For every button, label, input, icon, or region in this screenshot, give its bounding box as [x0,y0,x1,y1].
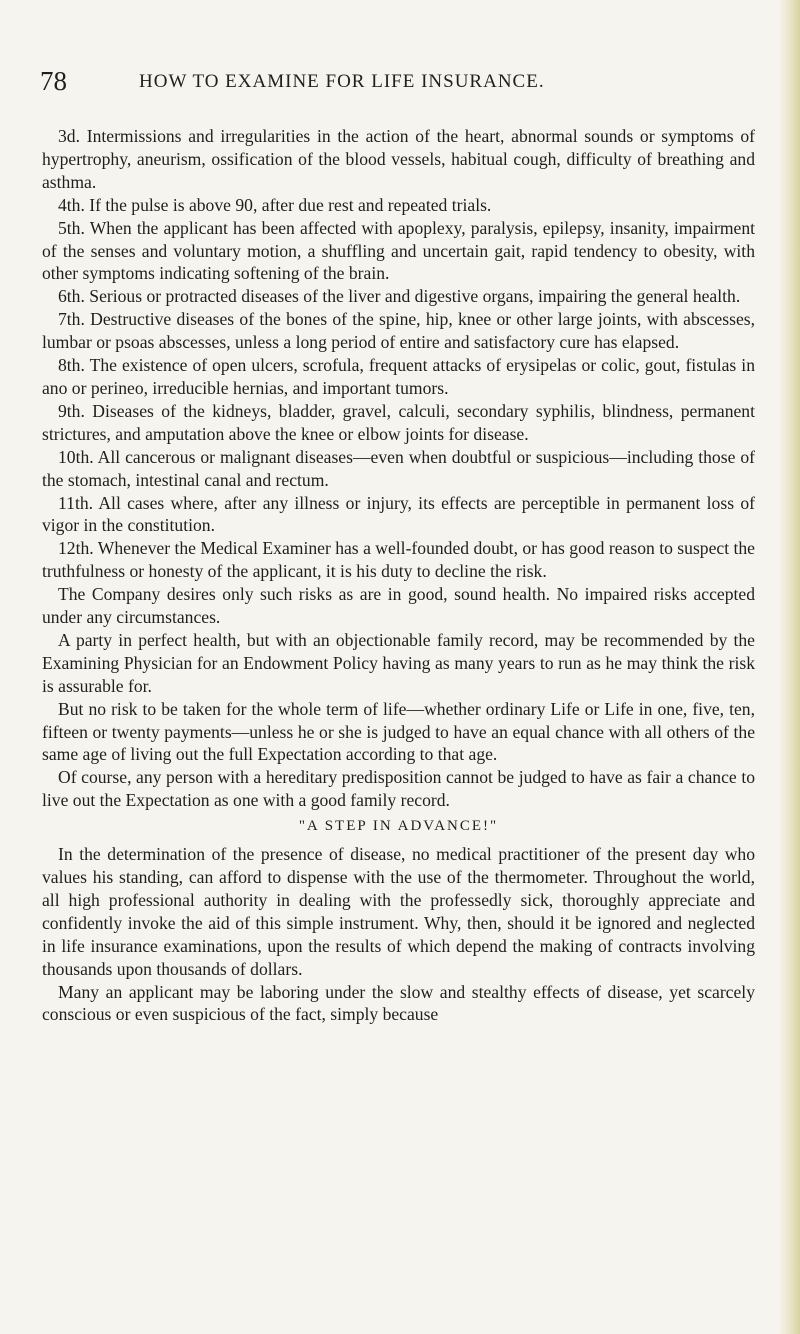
running-title: HOW TO EXAMINE FOR LIFE INSURANCE. [139,71,545,92]
paragraph: The Company desires only such risks as are in good, sound health. No impaired risks accepted under any circumstances. [42,584,755,628]
paragraph: 12th. Whenever the Medical Examiner has a well-founded doubt, or has good reason to suspect the truthfulness or honesty of the applicant, it is his duty to decline the risk. [42,538,755,582]
paragraph: 5th. When the applicant has been affected with apoplexy, paralysis, epilepsy, insanity, impairment of the senses and voluntary motion, a shuffling and uncertain gait, rapid tendency to obesity, with other symptoms indicating softening of the brain. [42,217,755,284]
paragraph: 4th. If the pulse is above 90, after due rest and repeated trials. [58,194,492,215]
paragraph: 10th. All cancerous or malignant diseases—even when doubtful or suspicious—including those of the stomach, intestinal canal and rectum. [42,446,755,490]
page-body [42,125,755,1026]
paragraph: 3d. Intermissions and irregularities in the action of the heart, abnormal sounds or symptoms of hypertrophy, aneurism, ossification of the blood vessels, habitual cough, difficulty of breathing and asthma. [42,126,755,192]
page-edge-shadow [778,0,800,1334]
section-heading: "A STEP IN ADVANCE!" [298,818,499,835]
paragraph: 9th. Diseases of the kidneys, bladder, gravel, calculi, secondary syphilis, blindness, permanent strictures, and amputation above the knee or elbow joints for disease. [42,400,755,444]
paragraph: 6th. Serious or protracted diseases of the liver and digestive organs, impairing the general health. [58,286,741,307]
paragraph: 8th. The existence of open ulcers, scrofula, frequent attacks of erysipelas or colic, gout, fistulas in ano or perineo, irreducible hernias, and important tumors. [42,355,755,398]
page-number: 78 [40,66,67,96]
paragraph: 11th. All cases where, after any illness or injury, its effects are perceptible in permanent loss of vigor in the constitution. [42,492,755,536]
paragraph: A party in perfect health, but with an objectionable family record, may be recommended by the Examining Physician for an Endowment Policy having as many years to run as he may think the risk is assurable for. [42,629,755,696]
paragraph: Of course, any person with a hereditary predisposition cannot be judged to have as fair a chance to live out the Expectation as one with a good family record. [42,767,755,811]
paragraph: But no risk to be taken for the whole term of life—whether ordinary Life or Life in one, five, ten, fifteen or twenty payments—unless he or she is judged to have an equal chance with all others of the same age of living out the full Expectation according to that age. [42,698,755,765]
paragraph: Many an applicant may be laboring under the slow and stealthy effects of disease, yet scarcely conscious or even suspicious of the fact, simply because [42,981,755,1025]
paragraph: 7th. Destructive diseases of the bones of the spine, hip, knee or other large joints, with abscesses, lumbar or psoas abscesses, unless a long period of entire and satisfactory cure has elapsed. [42,309,755,353]
paragraph: In the determination of the presence of disease, no medical practitioner of the present day who values his standing, can afford to dispense with the use of the thermometer. Throughout the world, all high professional authority in dealing with the professedly sick, thoroughly appreciate and confidently invoke the aid of this simple instrument. Why, then, should it be ignored and neglected in life insurance examinations, upon the results of which depend the making of contracts involving thousands upon thousands of dollars. [42,844,755,979]
